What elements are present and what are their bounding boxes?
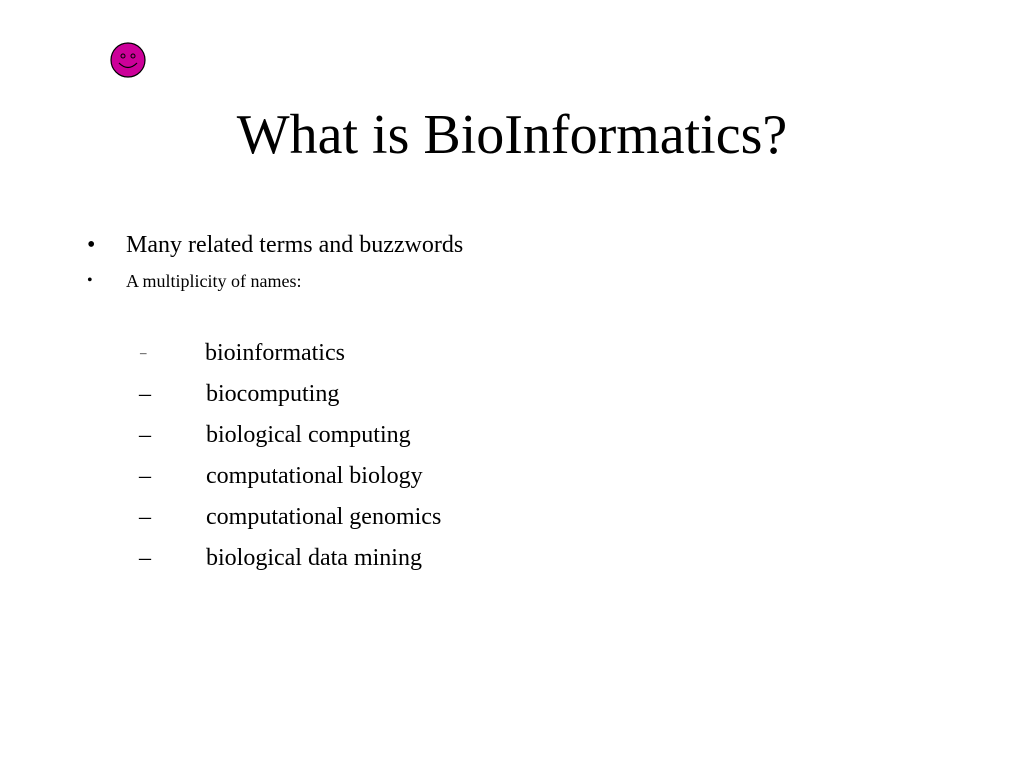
- sub-bullet-text: bioinformatics: [205, 340, 345, 366]
- slide-title: What is BioInformatics?: [236, 104, 788, 166]
- smiley-left-eye: [121, 54, 125, 58]
- sub-bullet-marker: –: [139, 545, 151, 571]
- smiley-right-eye: [131, 54, 135, 58]
- smiley-face: [111, 43, 145, 77]
- sub-bullet-marker: –: [139, 422, 151, 448]
- sub-bullet-marker: –: [140, 345, 147, 360]
- bullet-marker: •: [87, 232, 96, 258]
- bullet-text: A multiplicity of names:: [126, 271, 302, 291]
- sub-bullet-marker: –: [139, 463, 151, 489]
- sub-bullet-text: computational genomics: [206, 504, 442, 530]
- sub-bullet-text: biological data mining: [206, 545, 422, 571]
- sub-bullet-marker: –: [139, 381, 151, 407]
- sub-bullet-text: computational biology: [206, 463, 423, 489]
- bullet-marker: •: [87, 272, 93, 289]
- bullet-text: Many related terms and buzzwords: [126, 232, 464, 258]
- sub-bullet-text: biocomputing: [206, 381, 340, 407]
- smiley-icon: [110, 42, 146, 78]
- sub-bullet-marker: –: [139, 504, 151, 530]
- sub-bullet-text: biological computing: [206, 422, 411, 448]
